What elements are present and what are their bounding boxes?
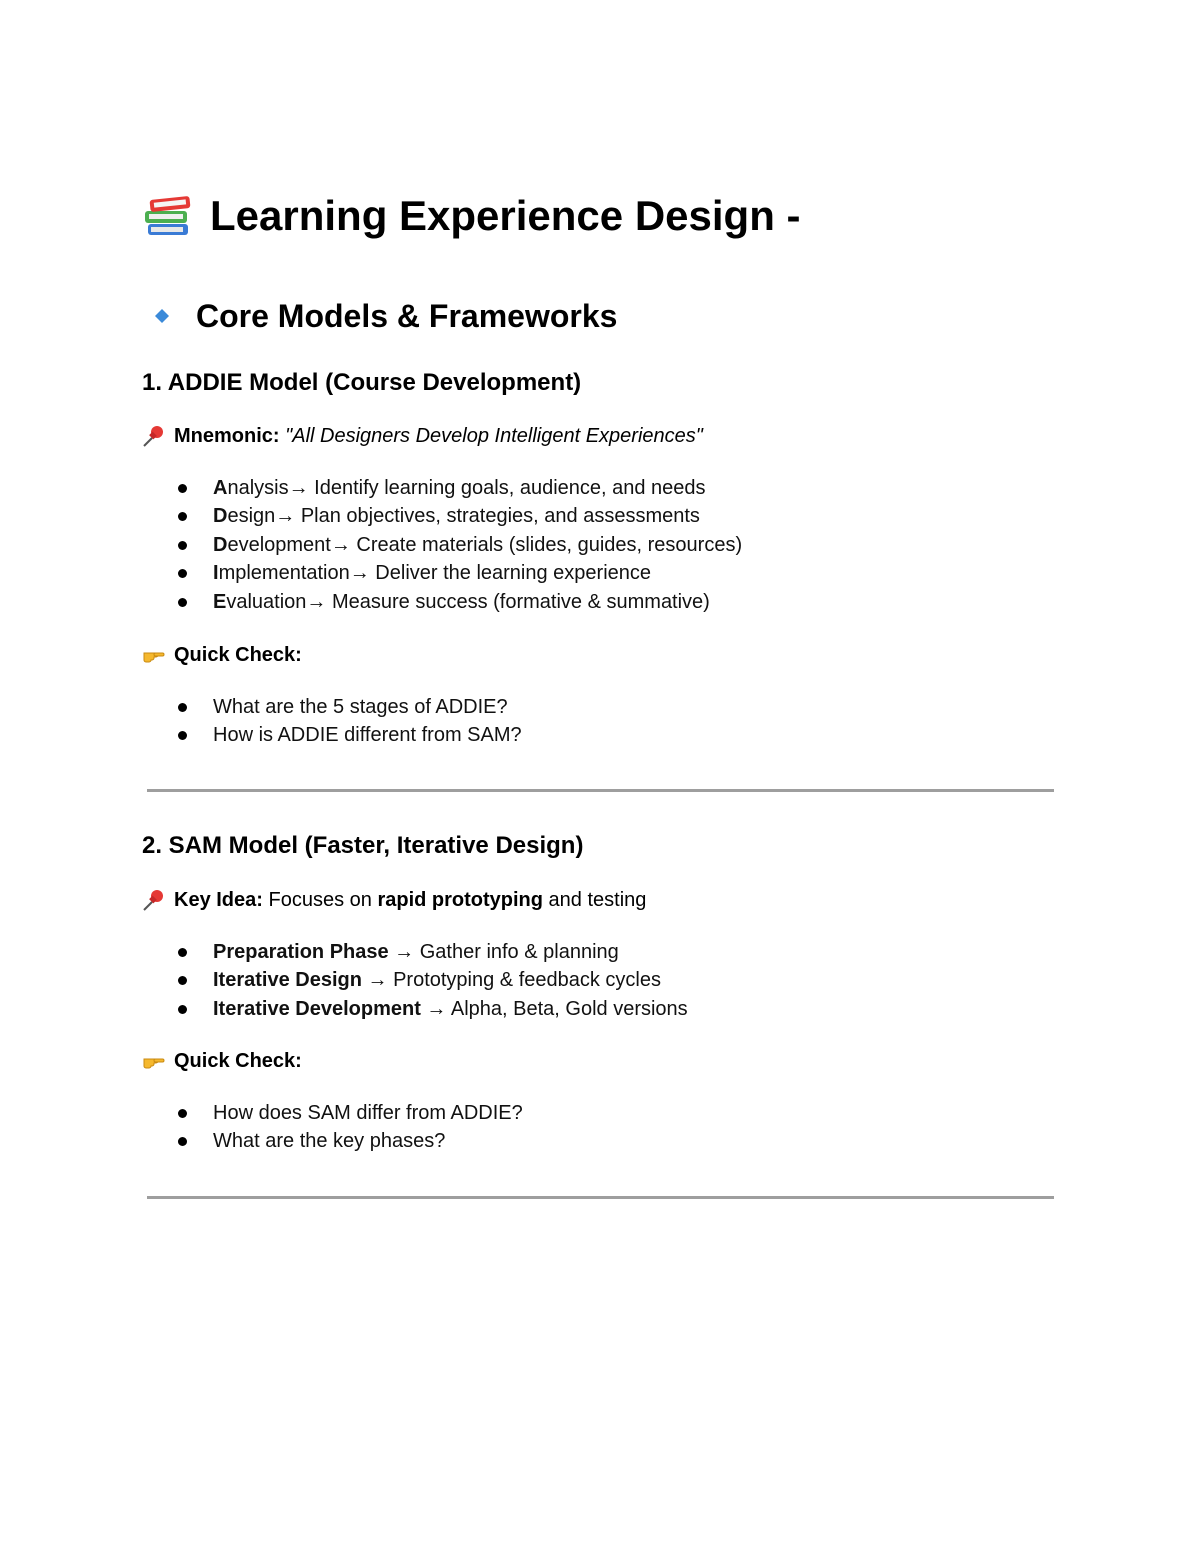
mnemonic-label: Mnemonic: — [174, 424, 280, 447]
list-item: What are the 5 stages of ADDIE? — [176, 693, 522, 722]
divider — [147, 789, 1054, 792]
pushpin-icon — [142, 888, 166, 912]
addie-quick-check — [142, 641, 302, 669]
sam-quick-check — [142, 1047, 302, 1075]
blue-diamond-icon — [154, 308, 170, 324]
list-item: A nalysis → Identify learning goals, audience, and needs — [176, 474, 742, 503]
quick-check-label: Quick Check: — [174, 643, 302, 666]
list-item: Iterative Design → Prototyping & feedback cycles — [176, 967, 688, 996]
sam-heading: 2. SAM Model (Faster, Iterative Design) — [142, 832, 584, 859]
section-heading-text: Core Models & Frameworks — [196, 297, 618, 334]
bullet-icon — [178, 703, 187, 712]
list-item: How does SAM differ from ADDIE? — [176, 1099, 523, 1128]
list-item: Iterative Development → Alpha, Beta, Gold versions — [176, 995, 688, 1024]
bullet-icon — [178, 948, 187, 957]
addie-mnemonic — [142, 422, 703, 450]
bullet-icon — [178, 569, 187, 578]
list-item: D esign → Plan objectives, strategies, and assessments — [176, 503, 742, 532]
section-heading — [150, 294, 617, 338]
bullet-icon — [178, 976, 187, 985]
list-item: D evelopment → Create materials (slides, guides, resources) — [176, 531, 742, 560]
divider — [147, 1196, 1054, 1199]
list-item: E valuation → Measure success (formative & summative) — [176, 588, 742, 617]
addie-quick-check-list — [176, 693, 522, 750]
key-idea-label: Key Idea: — [174, 888, 263, 911]
sam-key-idea: Key Idea: Focuses on rapid prototyping and testing — [142, 886, 646, 914]
addie-heading: 1. ADDIE Model (Course Development) — [142, 369, 582, 396]
list-item: I mplementation → Deliver the learning experience — [176, 560, 742, 589]
bullet-icon — [178, 1005, 187, 1014]
list-item: Preparation Phase → Gather info & planning — [176, 938, 688, 967]
bullet-icon — [178, 1137, 187, 1146]
list-item: What are the key phases? — [176, 1128, 523, 1157]
bullet-icon — [178, 512, 187, 521]
mnemonic-text: "All Designers Develop Intelligent Experiences" — [285, 424, 703, 447]
books-icon — [142, 190, 194, 242]
sam-phases-list — [176, 938, 688, 1024]
sam-quick-check-list — [176, 1099, 523, 1156]
list-item: How is ADDIE different from SAM? — [176, 722, 522, 751]
pointing-hand-icon — [142, 1049, 166, 1073]
bullet-icon — [178, 731, 187, 740]
pointing-hand-icon — [142, 643, 166, 667]
pushpin-icon — [142, 424, 166, 448]
bullet-icon — [178, 598, 187, 607]
bullet-icon — [178, 484, 187, 493]
bullet-icon — [178, 541, 187, 550]
document-title-text: Learning Experience Design - — [210, 192, 801, 239]
bullet-icon — [178, 1109, 187, 1118]
document-title — [142, 188, 801, 244]
quick-check-label: Quick Check: — [174, 1049, 302, 1072]
addie-stages-list — [176, 474, 742, 617]
